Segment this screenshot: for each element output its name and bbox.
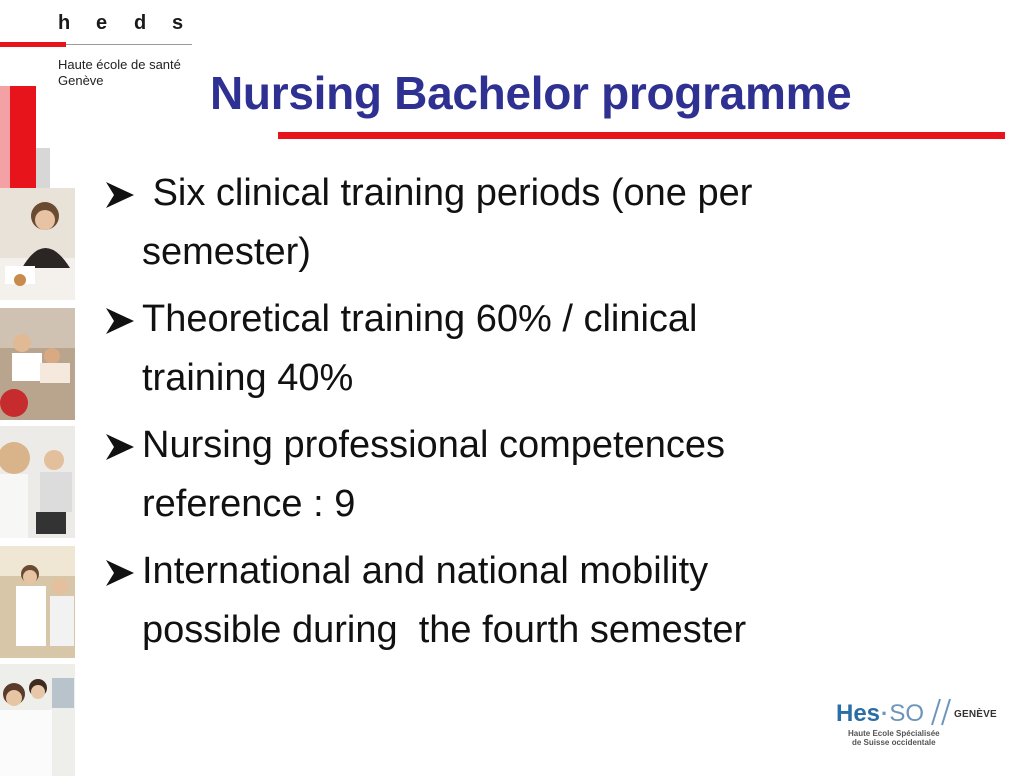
logo-letter-h: h: [58, 12, 71, 34]
decor-pink-bar: [0, 86, 10, 196]
title-underline: [278, 132, 1005, 139]
bullet-list: [104, 164, 1004, 668]
hes-text: Hes: [836, 700, 881, 727]
bullet-text: Theoretical training 60% / clinical training 40%: [142, 298, 698, 399]
slide-title: Nursing Bachelor programme: [210, 67, 852, 119]
so-text: SO: [889, 700, 925, 727]
logo-red-rule: [0, 42, 66, 47]
arrowhead-bullet-icon: [104, 558, 138, 588]
bullet-item: [104, 542, 1004, 660]
bullet-item: [104, 416, 1004, 534]
arrowhead-bullet-icon: [104, 306, 138, 336]
school-name-line2: Genève: [58, 73, 104, 88]
photo-physio-session: [0, 308, 75, 420]
photo-nurses-hallway: [0, 546, 75, 658]
hes-so-logo: [836, 700, 1006, 750]
logo-letter-s: s: [172, 12, 184, 34]
bullet-text: Six clinical training periods (one per semester): [142, 172, 753, 273]
geneve-text: GENÈVE: [954, 709, 997, 720]
hes-wordmark: [836, 700, 924, 728]
arrowhead-bullet-icon: [104, 432, 138, 462]
photo-student-at-desk: [0, 188, 75, 300]
hes-tagline-line1: Haute Ecole Spécialisée: [848, 729, 940, 738]
heds-logo: [58, 12, 210, 35]
photo-patient-care: [0, 426, 75, 538]
logo-gray-rule: [66, 44, 192, 45]
double-slash-icon: [930, 697, 954, 727]
bullet-item: [104, 290, 1004, 408]
bullet-item: [104, 164, 1004, 282]
school-name: [58, 57, 181, 89]
hes-dot: ·: [881, 701, 889, 726]
logo-letter-d: d: [134, 12, 147, 34]
arrowhead-bullet-icon: [104, 180, 138, 210]
bullet-text: International and national mobility possible during the fourth semester: [142, 550, 747, 651]
photo-students-computer: [0, 664, 75, 776]
school-name-line1: Haute école de santé: [58, 57, 181, 72]
logo-letter-e: e: [96, 12, 108, 34]
hes-tagline-line2: de Suisse occidentale: [852, 738, 936, 747]
bullet-text: Nursing professional competences reference : 9: [142, 424, 725, 525]
